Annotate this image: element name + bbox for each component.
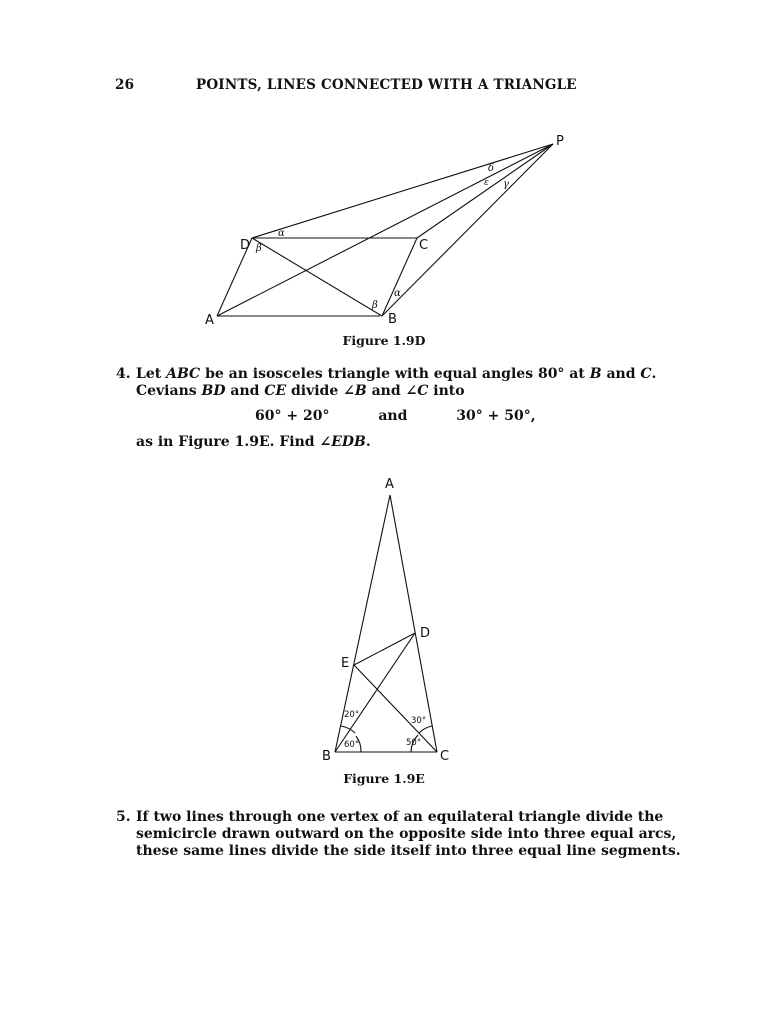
arc-angle-c-upper — [419, 726, 432, 733]
label-angle-alpha-b: α — [394, 288, 401, 299]
equation-left: 60° + 20° — [255, 408, 330, 424]
running-title: POINTS, LINES CONNECTED WITH A TRIANGLE — [196, 77, 577, 93]
label-angle-beta-d: β — [256, 243, 262, 254]
label-angle-gamma: γ — [503, 179, 509, 190]
label-point-d-e: D — [420, 626, 431, 641]
label-point-c: C — [419, 238, 429, 253]
label-point-a: A — [205, 313, 214, 328]
label-angle-30: 30° — [411, 716, 427, 726]
label-point-d: D — [240, 238, 251, 253]
label-angle-delta: δ — [488, 163, 495, 174]
label-point-b: B — [388, 312, 397, 327]
label-angle-alpha-d: α — [278, 228, 285, 239]
label-point-p: P — [556, 134, 564, 149]
label-angle-50: 50° — [406, 738, 422, 748]
label-angle-beta-b: β — [372, 300, 378, 311]
arc-angle-b-upper — [341, 726, 356, 733]
label-point-c-e: C — [440, 749, 450, 764]
equation-right: 30° + 50°, — [456, 408, 536, 424]
problem-5-line-1: If two lines through one vertex of an equilateral triangle divide the — [136, 809, 664, 825]
problem-4-line-1: Let ABC be an isosceles triangle with equal angles 80° at B and C. — [136, 366, 657, 382]
problem-4-line-3: as in Figure 1.9E. Find ∠EDB. — [136, 434, 371, 450]
segment-ce — [354, 665, 437, 752]
figure-1-9d-caption: Figure 1.9D — [342, 333, 426, 348]
problem-5 — [116, 809, 681, 869]
problem-4-number: 4. — [116, 366, 131, 382]
equation-and: and — [378, 408, 408, 424]
label-point-a-e: A — [385, 477, 394, 492]
problem-5-line-2: semicircle drawn outward on the opposite side into three equal arcs, — [136, 826, 677, 842]
figure-1-9e-caption: Figure 1.9E — [343, 771, 425, 786]
problem-5-number: 5. — [116, 809, 131, 825]
label-angle-60: 60° — [344, 740, 360, 750]
segment-bd — [335, 633, 415, 752]
problem-5-line-3: these same lines divide the side itself into three equal line segments. — [136, 843, 681, 859]
segment-ac-e — [390, 495, 437, 752]
problem-4-line-2: Cevians BD and CE divide ∠B and ∠C into — [136, 383, 465, 399]
label-angle-20: 20° — [344, 710, 360, 720]
page-number: 26 — [115, 77, 135, 93]
label-point-e: E — [341, 656, 350, 671]
segment-ed — [354, 633, 415, 665]
label-point-b-e: B — [322, 749, 331, 764]
label-angle-epsilon: ε — [484, 178, 489, 188]
